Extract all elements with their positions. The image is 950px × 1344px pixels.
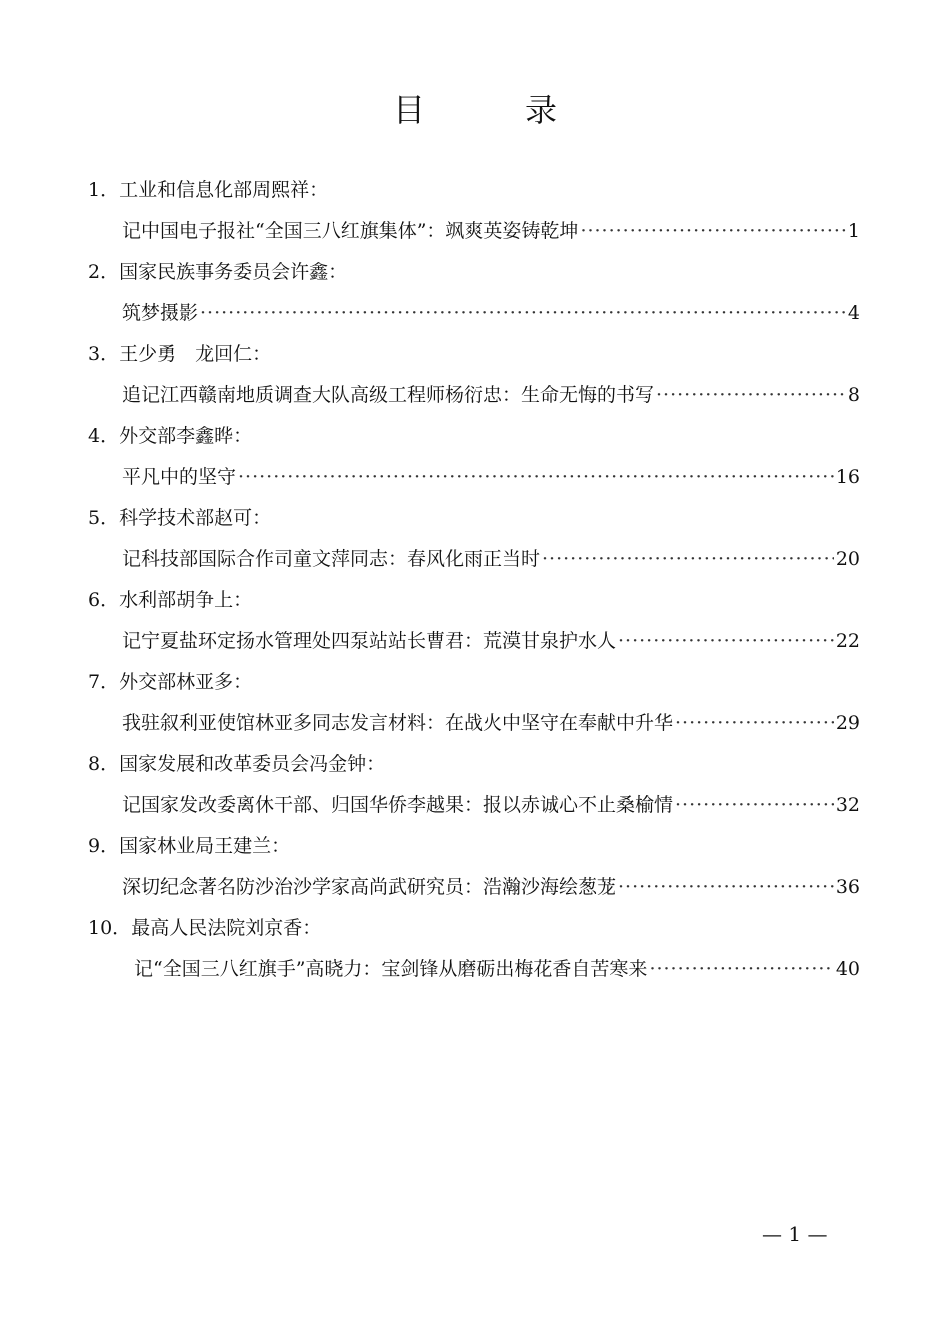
toc-entry-line[interactable] bbox=[88, 785, 860, 826]
dot-leader bbox=[542, 539, 834, 580]
toc-entry-10 bbox=[88, 908, 860, 990]
toc-entry-line[interactable] bbox=[88, 539, 860, 580]
dot-leader bbox=[656, 375, 846, 416]
toc-entry-number: 5． bbox=[88, 507, 120, 529]
toc-entry-5 bbox=[88, 498, 860, 580]
toc-entry-title: 记中国电子报社“全国三八红旗集体”：飒爽英姿铸乾坤 bbox=[122, 220, 579, 242]
toc-entry-page: 1 bbox=[847, 220, 860, 242]
toc-entry-author: 外交部林亚多： bbox=[119, 671, 253, 693]
toc-entry-author: 水利部胡争上： bbox=[119, 589, 253, 611]
toc-entry-page: 32 bbox=[835, 794, 860, 816]
toc-entry-number: 4． bbox=[88, 425, 120, 447]
toc-entry-heading bbox=[88, 416, 860, 457]
toc-entry-author: 工业和信息化部周熙祥： bbox=[119, 179, 329, 201]
toc-entry-page: 8 bbox=[847, 384, 860, 406]
toc-entry-1 bbox=[88, 170, 860, 252]
toc-entry-author: 王少勇 龙回仁： bbox=[119, 343, 272, 365]
toc-entry-page: 16 bbox=[835, 466, 860, 488]
toc-entry-page: 36 bbox=[835, 876, 860, 898]
toc-entry-author: 国家发展和改革委员会冯金钟： bbox=[119, 753, 386, 775]
toc-entry-2 bbox=[88, 252, 860, 334]
toc-entry-author: 科学技术部赵可： bbox=[119, 507, 272, 529]
toc-entry-title: 记国家发改委离休干部、归国华侨李越果：报以赤诚心不止桑榆情 bbox=[122, 794, 674, 816]
toc-entry-number: 9． bbox=[88, 835, 120, 857]
dot-leader bbox=[675, 785, 834, 826]
toc-entry-title: 记科技部国际合作司童文萍同志：春风化雨正当时 bbox=[122, 548, 541, 570]
toc-entry-heading bbox=[88, 170, 860, 211]
toc-entry-heading bbox=[88, 662, 860, 703]
toc-entry-page: 20 bbox=[835, 548, 860, 570]
toc-entry-line[interactable] bbox=[88, 375, 860, 416]
toc-entry-line[interactable] bbox=[88, 703, 860, 744]
toc-entry-number: 2． bbox=[88, 261, 120, 283]
toc-entry-title: 筑梦摄影 bbox=[122, 302, 199, 324]
dot-leader bbox=[618, 867, 834, 908]
toc-entry-page: 40 bbox=[835, 958, 860, 980]
toc-entry-6 bbox=[88, 580, 860, 662]
toc-entry-author: 最高人民法院刘京香： bbox=[131, 917, 322, 939]
toc-entry-heading bbox=[88, 252, 860, 293]
toc-entry-title: 追记江西赣南地质调查大队高级工程师杨衍忠：生命无悔的书写 bbox=[122, 384, 655, 406]
dot-leader bbox=[200, 293, 846, 334]
toc-entry-line[interactable] bbox=[88, 949, 860, 990]
toc-entry-7 bbox=[88, 662, 860, 744]
toc-entry-heading bbox=[88, 826, 860, 867]
toc-entry-heading bbox=[88, 908, 860, 949]
toc-entry-line[interactable] bbox=[88, 293, 860, 334]
toc-entry-number: 8． bbox=[88, 753, 120, 775]
dot-leader bbox=[649, 949, 833, 990]
table-of-contents bbox=[88, 170, 860, 990]
page-title: 目 录 bbox=[392, 91, 591, 129]
toc-entry-title: 记“全国三八红旗手”高晓力：宝剑锋从磨砺出梅花香自苦寒来 bbox=[134, 958, 648, 980]
dot-leader bbox=[618, 621, 834, 662]
toc-entry-4 bbox=[88, 416, 860, 498]
toc-entry-number: 7． bbox=[88, 671, 120, 693]
toc-entry-number: 3． bbox=[88, 343, 120, 365]
toc-entry-line[interactable] bbox=[88, 211, 860, 252]
toc-entry-line[interactable] bbox=[88, 621, 860, 662]
toc-entry-author: 国家林业局王建兰： bbox=[119, 835, 291, 857]
toc-entry-page: 29 bbox=[835, 712, 860, 734]
toc-entry-number: 1． bbox=[88, 179, 120, 201]
toc-entry-author: 国家民族事务委员会许鑫： bbox=[119, 261, 348, 283]
dot-leader bbox=[580, 211, 845, 252]
toc-entry-number: 6． bbox=[88, 589, 120, 611]
toc-entry-author: 外交部李鑫晔： bbox=[119, 425, 253, 447]
dot-leader bbox=[675, 703, 834, 744]
toc-entry-line[interactable] bbox=[88, 867, 860, 908]
toc-entry-heading bbox=[88, 580, 860, 621]
toc-entry-page: 4 bbox=[847, 302, 860, 324]
page-number: — 1 — bbox=[762, 1222, 828, 1246]
toc-entry-number: 10． bbox=[88, 917, 132, 939]
toc-entry-heading bbox=[88, 498, 860, 539]
toc-entry-heading bbox=[88, 744, 860, 785]
toc-entry-3 bbox=[88, 334, 860, 416]
dot-leader bbox=[238, 457, 834, 498]
toc-entry-9 bbox=[88, 826, 860, 908]
toc-entry-title: 我驻叙利亚使馆林亚多同志发言材料：在战火中坚守在奉献中升华 bbox=[122, 712, 674, 734]
toc-entry-line[interactable] bbox=[88, 457, 860, 498]
toc-entry-page: 22 bbox=[835, 630, 860, 652]
toc-entry-title: 深切纪念著名防沙治沙学家高尚武研究员：浩瀚沙海绘葱茏 bbox=[122, 876, 617, 898]
toc-entry-8 bbox=[88, 744, 860, 826]
toc-entry-title: 记宁夏盐环定扬水管理处四泵站站长曹君：荒漠甘泉护水人 bbox=[122, 630, 617, 652]
toc-entry-title: 平凡中的坚守 bbox=[122, 466, 237, 488]
toc-entry-heading bbox=[88, 334, 860, 375]
